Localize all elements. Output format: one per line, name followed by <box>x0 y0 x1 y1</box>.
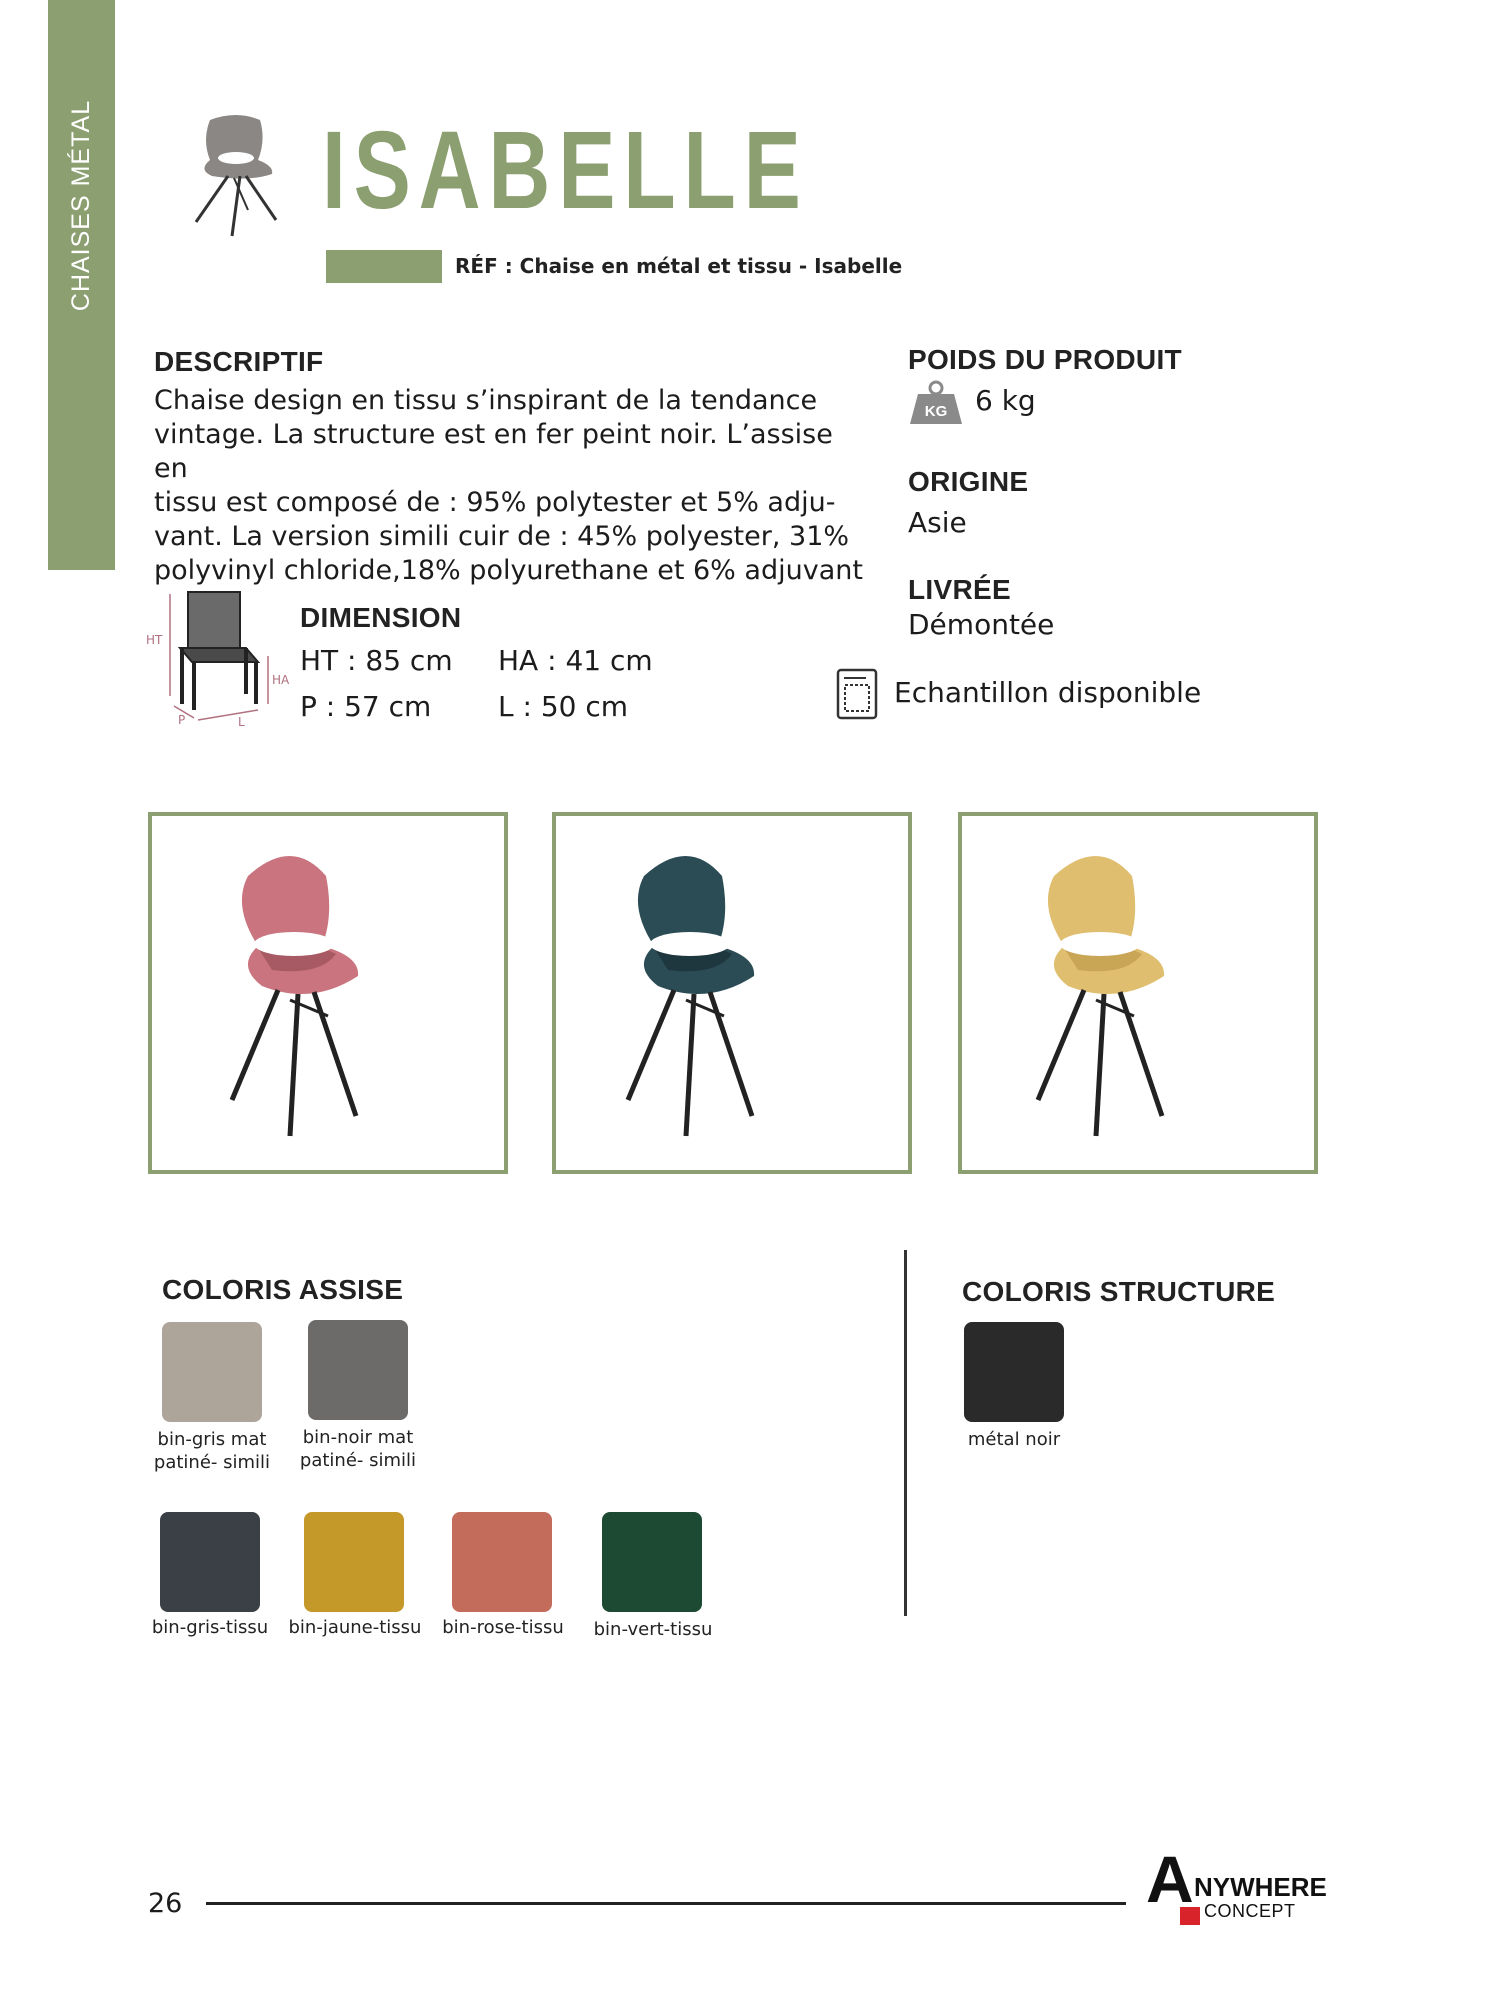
swatch-label: bin-gris-tissu <box>151 1617 269 1638</box>
descriptif-line: vintage. La structure est en fer peint noir. L’assise en <box>154 419 833 484</box>
swatch-label: métal noir <box>967 1429 1061 1450</box>
section-divider <box>904 1250 907 1616</box>
dimension-ht: HT : 85 cm <box>300 644 453 677</box>
footer-rule <box>206 1902 1126 1905</box>
swatch-bin-rose-tissu[interactable] <box>452 1512 552 1612</box>
descriptif-line: polyvinyl chloride,18% polyurethane et 6% adjuvant <box>154 555 863 586</box>
sidebar-category-label: CHAISES MÉTAL <box>67 99 96 311</box>
product-photo-teal <box>552 812 912 1174</box>
echantillon-label: Echantillon disponible <box>894 676 1202 709</box>
swatch-label: bin-vert-tissu <box>593 1619 713 1640</box>
dimension-chair-diagram <box>146 586 296 726</box>
swatch-bin-noir-mat[interactable] <box>308 1320 408 1420</box>
descriptif-text <box>154 384 864 588</box>
diagram-label-l: L <box>238 715 245 726</box>
dimension-heading: DIMENSION <box>300 602 462 633</box>
swatch-label: bin-rose-tissu <box>442 1617 564 1638</box>
chair-teal-illustration <box>556 816 908 1170</box>
livree-heading: LIVRÉE <box>908 574 1011 605</box>
sample-icon <box>836 668 878 720</box>
livree-value: Démontée <box>908 608 1055 641</box>
swatch-bin-vert-tissu[interactable] <box>602 1512 702 1612</box>
poids-value: 6 kg <box>975 384 1036 417</box>
swatch-bin-gris-tissu[interactable] <box>160 1512 260 1612</box>
chair-thumbnail-icon <box>188 110 284 240</box>
swatch-metal-noir[interactable] <box>964 1322 1064 1422</box>
swatch-bin-jaune-tissu[interactable] <box>304 1512 404 1612</box>
dimension-l: L : 50 cm <box>498 690 629 723</box>
logo-letter: A <box>1146 1842 1194 1916</box>
product-photo-yellow <box>958 812 1318 1174</box>
descriptif-heading: DESCRIPTIF <box>154 346 324 377</box>
chair-pink-illustration <box>152 816 504 1170</box>
poids-heading: POIDS DU PRODUIT <box>908 344 1182 375</box>
descriptif-line: tissu est composé de : 95% polytester et 5% adju- <box>154 487 836 518</box>
page-number: 26 <box>148 1888 183 1919</box>
swatch-label: bin-noir mat patiné- simili <box>299 1427 417 1471</box>
logo-sub: CONCEPT <box>1204 1901 1296 1921</box>
descriptif-line: vant. La version simili cuir de : 45% polyester, 31% <box>154 521 850 552</box>
coloris-assise-heading: COLORIS ASSISE <box>162 1274 404 1305</box>
swatch-label: bin-gris mat patiné- simili <box>153 1429 271 1473</box>
diagram-label-ha: HA <box>272 673 290 687</box>
product-reference: RÉF : Chaise en métal et tissu - Isabelle <box>455 254 903 278</box>
coloris-structure-heading: COLORIS STRUCTURE <box>962 1276 1276 1307</box>
chair-yellow-illustration <box>962 816 1314 1170</box>
weight-icon-label: KG <box>924 403 948 420</box>
title-accent-bar <box>326 250 442 283</box>
sidebar-category <box>48 0 115 570</box>
product-title: ISABELLE <box>322 109 809 232</box>
diagram-label-p: P <box>178 713 186 726</box>
weight-icon <box>908 380 964 426</box>
logo-word: NYWHERE <box>1194 1872 1327 1902</box>
swatch-bin-gris-mat[interactable] <box>162 1322 262 1422</box>
product-photo-pink <box>148 812 508 1174</box>
swatch-label: bin-jaune-tissu <box>288 1617 422 1638</box>
dimension-ha: HA : 41 cm <box>498 644 653 677</box>
diagram-label-ht: HT <box>146 633 163 647</box>
origine-heading: ORIGINE <box>908 466 1029 497</box>
origine-value: Asie <box>908 506 967 539</box>
descriptif-line: Chaise design en tissu s’inspirant de la tendance <box>154 385 818 416</box>
dimension-p: P : 57 cm <box>300 690 432 723</box>
